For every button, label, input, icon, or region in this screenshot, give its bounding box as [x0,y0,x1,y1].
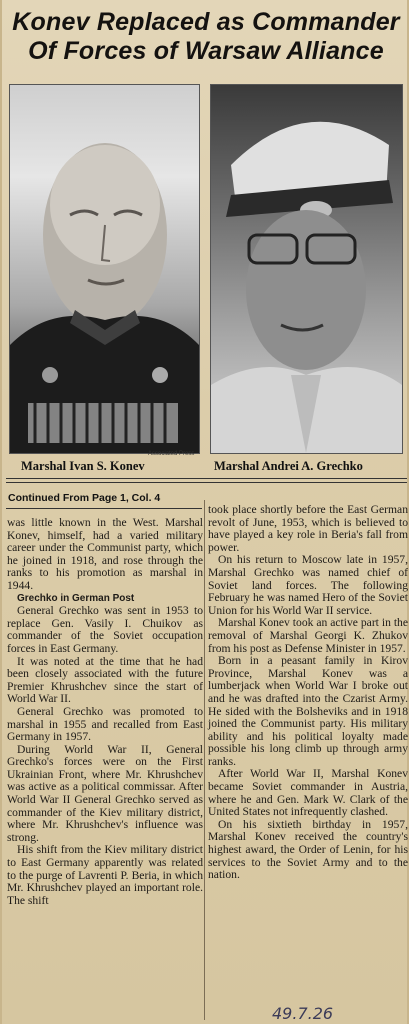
portrait-konev-image [10,85,199,453]
paragraph: During World War II, General Grechko's forces were on the First Ukrainian Front, where Mr. Khrushchev was active as a political commissar. After World War II General Grechko served as commander of the Kiev military district, where Mr. Khrushchev's influence was strong. [7,742,203,844]
paragraph: Marshal Konev took an active part in the removal of Marshal Georgi K. Zhukov from his post as Defense Minister in 1957. [208,616,408,655]
column-divider [204,500,205,1020]
photo-konev [9,84,200,454]
article-column-right [208,504,408,882]
continued-line: Continued From Page 1, Col. 4 [8,492,161,504]
handwritten-date: 49.7.26 [272,1004,334,1023]
photo-grechko [210,84,403,454]
article-column-left [7,517,203,907]
caption-grechko: Marshal Andrei A. Grechko [214,459,363,473]
paragraph: His shift from the Kiev military district to East Germany apparently was related to the purge of Lavrenti P. Beria, in which Mr. Khrushchev played an important role. The shift [7,843,203,907]
paragraph: Born in a peasant family in Kirov Province, Marshal Konev was a lumberjack when World War I broke out and he was drafted into the Czarist Army. He sided with the Bolsheviks and in 1918 joined the Communist party. His military ability and his political loyalty made possible his long climb up through army ranks. [208,654,408,768]
caption-konev: Marshal Ivan S. Konev [21,459,145,473]
headline: Konev Replaced as Commander Of Forces of Warsaw Alliance [12,8,400,65]
paragraph: took place shortly before the East German revolt of June, 1953, which is believed to have played a key role in Beria's fall from power. [208,503,408,554]
divider-rule [6,478,407,479]
subheading: Grechko in German Post [17,592,135,604]
paragraph: On his return to Moscow late in 1957, Marshal Grechko was named chief of Soviet land forces. The following February he was named Hero of the Soviet Union for his World War II service. [208,553,408,617]
continued-rule [6,508,202,509]
paragraph: was little known in the West. Marshal Konev, himself, had a varied military career under the Communist party, which he joined in 1918, and rose through the ranks to his promotion as marshal in 1944. [7,516,203,592]
divider-rule-double [6,482,407,483]
photo-credit: Associated Press [148,451,195,457]
paragraph: General Grechko was promoted to marshal in 1955 and recalled from East Germany in 1957. [7,704,203,744]
paragraph: It was noted at the time that he had been closely associated with the future Premier Khrushchev since the start of World War II. [7,654,203,706]
paragraph: General Grechko was sent in 1953 to replace Gen. Vasily I. Chuikov as commander of the Soviet occupation forces in East Germany. [7,604,203,655]
portrait-grechko-image [211,85,402,453]
paragraph: On his sixtieth birthday in 1957, Marshal Konev received the country's highest award, the Order of Lenin, for his services to the Soviet Army and to the nation. [208,817,408,882]
paragraph: After World War II, Marshal Konev became Soviet commander in Austria, where he and Gen. Mark W. Clark of the United States not infrequently clashed. [208,767,408,819]
